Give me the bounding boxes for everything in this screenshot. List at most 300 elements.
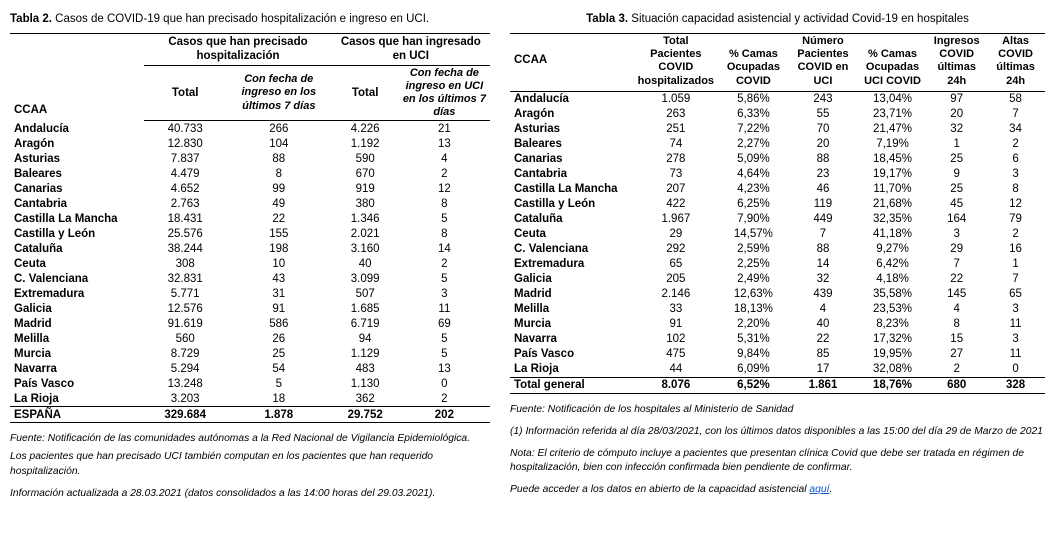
table3-col-altas: Altas COVID últimas 24h bbox=[986, 33, 1045, 91]
table-row bbox=[10, 166, 490, 181]
ccaa-cell: Canarias bbox=[14, 182, 63, 195]
uci-total-cell: 590 bbox=[355, 152, 375, 165]
uci-num-cell: 20 bbox=[816, 138, 830, 151]
uci-num-cell: 439 bbox=[813, 288, 833, 301]
ingresos-cell: 4 bbox=[953, 303, 960, 316]
table2-col-uci-7d: Con fecha de ingreso en UCI en los últimos 7 días bbox=[399, 65, 490, 121]
ccaa-cell: Cataluña bbox=[514, 213, 563, 226]
uci-num-cell: 243 bbox=[813, 93, 833, 106]
total-hosp-cell: 205 bbox=[666, 273, 686, 286]
hosp-7d-cell: 49 bbox=[272, 197, 286, 210]
altas-cell: 0 bbox=[986, 362, 1045, 378]
total-hosp-cell: 263 bbox=[666, 108, 686, 121]
table3-col-pct-camas: % Camas Ocupadas COVID bbox=[719, 33, 789, 91]
uci-num-cell: 14 bbox=[816, 258, 830, 271]
table2-col-hosp-total: Total bbox=[144, 65, 226, 121]
uci-total-cell: 1.346 bbox=[350, 212, 380, 225]
pct-uci-cell: 7,19% bbox=[876, 138, 909, 151]
uci-num-cell: 449 bbox=[813, 213, 833, 226]
hosp-total-cell: 18.431 bbox=[167, 212, 203, 225]
table2-head bbox=[10, 33, 490, 121]
uci-7d-cell: 5 bbox=[441, 347, 448, 360]
ccaa-cell: Madrid bbox=[514, 288, 552, 301]
table-row bbox=[510, 257, 1045, 272]
pct-uci-cell: 17,32% bbox=[873, 333, 913, 346]
hosp-total-cell: 12.576 bbox=[167, 302, 203, 315]
uci-num-cell: 119 bbox=[813, 198, 833, 211]
total-hosp-cell: 74 bbox=[669, 138, 683, 151]
hosp-total-cell: 8.729 bbox=[170, 347, 200, 360]
uci-7d-cell: 5 bbox=[441, 332, 448, 345]
table-row bbox=[10, 256, 490, 271]
altas-cell: 12 bbox=[1009, 198, 1022, 211]
pct-camas-cell: 7,90% bbox=[737, 213, 770, 226]
ingresos-cell: 29 bbox=[950, 243, 964, 256]
ccaa-cell: Castilla La Mancha bbox=[14, 212, 118, 225]
uci-num-cell: 46 bbox=[816, 183, 830, 196]
table-row bbox=[10, 121, 490, 137]
altas-cell: 7 bbox=[1012, 108, 1019, 121]
total-hosp-cell: 91 bbox=[669, 318, 683, 331]
table-row bbox=[510, 152, 1045, 167]
ingresos-cell: 9 bbox=[953, 168, 960, 181]
uci-7d-cell: 13 bbox=[437, 362, 451, 375]
ccaa-cell: Castilla y León bbox=[514, 198, 596, 211]
table2-col-hosp-7d: Con fecha de ingreso en los últimos 7 días bbox=[226, 65, 332, 121]
hosp-7d-cell: 155 bbox=[269, 227, 289, 240]
table3-col-ccaa: CCAA bbox=[510, 33, 633, 91]
pct-uci-cell: 32,35% bbox=[873, 213, 913, 226]
table2-note-updated: Información actualizada a 28.03.2021 (datos consolidados a las 14:00 horas del 29.03.2021). bbox=[10, 488, 436, 500]
total-uci-num-cell: 1.861 bbox=[788, 377, 858, 393]
table-row bbox=[10, 136, 490, 151]
pct-camas-cell: 5,09% bbox=[737, 153, 770, 166]
table-row bbox=[10, 151, 490, 166]
uci-total-cell: 1.685 bbox=[350, 302, 380, 315]
table-row bbox=[10, 271, 490, 286]
table-row bbox=[10, 331, 490, 346]
pct-camas-cell: 12,63% bbox=[733, 288, 773, 301]
uci-total-cell: 362 bbox=[332, 391, 399, 407]
pct-uci-cell: 19,17% bbox=[873, 168, 913, 181]
openlink-prefix: Puede acceder a los datos en abierto de la capacidad asistencial bbox=[510, 484, 810, 496]
uci-7d-cell: 11 bbox=[438, 302, 451, 315]
pct-uci-cell: 32,08% bbox=[858, 362, 928, 378]
pct-camas-cell: 6,09% bbox=[719, 362, 789, 378]
hosp-7d-cell: 266 bbox=[269, 122, 289, 135]
total-hosp-cell: 1.967 bbox=[661, 213, 691, 226]
altas-cell: 11 bbox=[1009, 318, 1022, 331]
ccaa-cell: Aragón bbox=[514, 108, 555, 121]
table3-col-pct-uci: % Camas Ocupadas UCI COVID bbox=[858, 33, 928, 91]
hosp-7d-cell: 5 bbox=[275, 377, 282, 390]
table3-note-source: Fuente: Notificación de los hospitales al Ministerio de Sanidad bbox=[510, 403, 794, 415]
uci-7d-cell: 4 bbox=[441, 152, 448, 165]
hosp-7d-cell: 26 bbox=[272, 332, 286, 345]
table-row bbox=[510, 317, 1045, 332]
table3-note-criteria: Nota: El criterio de cómputo incluye a pacientes que presentan clínica Covid que debe ser tratada en régimen de hospitalización, bien con infección confirmada bien pendiente de confirmar. bbox=[510, 447, 1025, 474]
pct-camas-cell: 18,13% bbox=[733, 303, 773, 316]
ccaa-cell: Ceuta bbox=[14, 257, 46, 270]
pct-camas-cell: 2,59% bbox=[737, 243, 770, 256]
table-row bbox=[510, 287, 1045, 302]
ccaa-cell: Extremadura bbox=[14, 287, 85, 300]
ccaa-cell: Ceuta bbox=[514, 228, 546, 241]
pct-uci-cell: 23,71% bbox=[873, 108, 913, 121]
pct-uci-cell: 13,04% bbox=[873, 93, 913, 106]
hosp-total-cell: 12.830 bbox=[167, 137, 203, 150]
pct-camas-cell: 6,25% bbox=[737, 198, 770, 211]
uci-7d-cell: 8 bbox=[441, 197, 448, 210]
uci-num-cell: 85 bbox=[816, 348, 830, 361]
table-row bbox=[510, 362, 1045, 378]
altas-cell: 65 bbox=[1009, 288, 1022, 301]
table3 bbox=[510, 33, 1045, 394]
table2 bbox=[10, 33, 490, 424]
altas-cell: 3 bbox=[1012, 168, 1019, 181]
table-row bbox=[10, 301, 490, 316]
table2-caption-text: Casos de COVID-19 que han precisado hospitalización e ingreso en UCI. bbox=[51, 13, 430, 25]
table2-group-hosp: Casos que han precisado hospitalización bbox=[144, 33, 331, 65]
altas-cell: 2 bbox=[1012, 138, 1019, 151]
hosp-7d-cell: 99 bbox=[272, 182, 286, 195]
total-pct-camas-cell: 6,52% bbox=[719, 377, 789, 393]
total-hosp-cell: 44 bbox=[633, 362, 719, 378]
uci-num-cell: 40 bbox=[816, 318, 830, 331]
ccaa-cell: Aragón bbox=[14, 137, 55, 150]
table3-note-openlink bbox=[510, 483, 1045, 498]
table2-caption bbox=[10, 12, 490, 27]
table3-total-row bbox=[510, 377, 1045, 393]
total-hosp-cell: 73 bbox=[669, 168, 683, 181]
table3-panel bbox=[500, 0, 1055, 554]
table2-caption-label: Tabla 2. bbox=[10, 13, 52, 25]
uci-7d-cell: 5 bbox=[441, 212, 448, 225]
ingresos-cell: 15 bbox=[950, 333, 964, 346]
table-row bbox=[510, 272, 1045, 287]
table-row bbox=[510, 122, 1045, 137]
total-uci-total-cell: 29.752 bbox=[332, 407, 399, 423]
uci-7d-cell: 2 bbox=[399, 391, 490, 407]
total-hosp-cell: 102 bbox=[666, 333, 686, 346]
table3-header-row bbox=[510, 33, 1045, 91]
table-row bbox=[510, 347, 1045, 362]
hosp-total-cell: 91.619 bbox=[167, 317, 203, 330]
uci-7d-cell: 69 bbox=[437, 317, 451, 330]
uci-7d-cell: 5 bbox=[441, 272, 448, 285]
hosp-total-cell: 40.733 bbox=[167, 122, 203, 135]
table-row bbox=[510, 227, 1045, 242]
ingresos-cell: 20 bbox=[950, 108, 964, 121]
hosp-total-cell: 32.831 bbox=[167, 272, 203, 285]
ingresos-cell: 7 bbox=[953, 258, 960, 271]
altas-cell: 58 bbox=[1009, 93, 1022, 106]
total-hosp-total-cell: 329.684 bbox=[144, 407, 226, 423]
hosp-7d-cell: 91 bbox=[272, 302, 286, 315]
uci-total-cell: 2.021 bbox=[350, 227, 380, 240]
table-row bbox=[10, 316, 490, 331]
altas-cell: 11 bbox=[1009, 348, 1022, 361]
ccaa-cell: C. Valenciana bbox=[514, 243, 589, 256]
uci-num-cell: 88 bbox=[816, 153, 830, 166]
total-hosp-cell: 1.059 bbox=[661, 93, 691, 106]
pct-camas-cell: 14,57% bbox=[733, 228, 773, 241]
hosp-total-cell: 5.294 bbox=[170, 362, 200, 375]
total-hosp-7d-cell: 1.878 bbox=[226, 407, 332, 423]
pct-camas-cell: 2,27% bbox=[737, 138, 770, 151]
table-row bbox=[510, 197, 1045, 212]
ccaa-cell: Cantabria bbox=[14, 197, 68, 210]
ccaa-cell: Canarias bbox=[514, 153, 563, 166]
pct-uci-cell: 21,47% bbox=[873, 123, 913, 136]
openlink-suffix: . bbox=[829, 484, 833, 496]
ccaa-cell: Cataluña bbox=[14, 242, 63, 255]
table2-note-uci: Los pacientes que han precisado UCI también computan en los pacientes que han requerido hospitalización. bbox=[10, 451, 434, 478]
hosp-total-cell: 25.576 bbox=[167, 227, 203, 240]
hosp-total-cell: 4.479 bbox=[170, 167, 200, 180]
ingresos-cell: 8 bbox=[953, 318, 960, 331]
hosp-7d-cell: 10 bbox=[272, 257, 286, 270]
total-ingresos-cell: 680 bbox=[927, 377, 986, 393]
hosp-7d-cell: 54 bbox=[272, 362, 286, 375]
ccaa-cell: Murcia bbox=[14, 347, 52, 360]
ccaa-cell: País Vasco bbox=[514, 348, 575, 361]
ccaa-cell: Cantabria bbox=[514, 168, 568, 181]
ingresos-cell: 164 bbox=[947, 213, 967, 226]
table-row bbox=[510, 212, 1045, 227]
total-hosp-cell: 475 bbox=[666, 348, 686, 361]
table3-caption-text: Situación capacidad asistencial y actividad Covid-19 en hospitales bbox=[628, 13, 969, 25]
total-altas-cell: 328 bbox=[986, 377, 1045, 393]
ccaa-cell: Murcia bbox=[514, 318, 552, 331]
hosp-total-cell: 13.248 bbox=[167, 377, 203, 390]
total-pct-uci-cell: 18,76% bbox=[858, 377, 928, 393]
total-hosp-cell: 207 bbox=[666, 183, 686, 196]
uci-total-cell: 1.129 bbox=[350, 347, 380, 360]
altas-cell: 3 bbox=[1012, 303, 1019, 316]
uci-total-cell: 919 bbox=[355, 182, 375, 195]
hosp-7d-cell: 31 bbox=[272, 287, 286, 300]
uci-7d-cell: 14 bbox=[437, 242, 451, 255]
pct-camas-cell: 4,64% bbox=[737, 168, 770, 181]
altas-cell: 7 bbox=[1012, 273, 1019, 286]
ccaa-cell: Andalucía bbox=[514, 93, 569, 106]
table-row bbox=[510, 242, 1045, 257]
uci-num-cell: 32 bbox=[816, 273, 830, 286]
uci-num-cell: 7 bbox=[819, 228, 827, 241]
ccaa-cell: La Rioja bbox=[10, 391, 144, 407]
table-row bbox=[10, 391, 490, 407]
table2-total-row bbox=[10, 407, 490, 423]
uci-7d-cell: 2 bbox=[441, 167, 448, 180]
uci-total-cell: 1.130 bbox=[350, 377, 380, 390]
uci-num-cell: 88 bbox=[816, 243, 830, 256]
ingresos-cell: 45 bbox=[950, 198, 964, 211]
hosp-total-cell: 4.652 bbox=[170, 182, 200, 195]
ccaa-cell: Galicia bbox=[514, 273, 552, 286]
total-hosp-cell: 29 bbox=[669, 228, 683, 241]
ingresos-cell: 97 bbox=[950, 93, 964, 106]
hosp-7d-cell: 8 bbox=[275, 167, 282, 180]
table2-col-uci-total: Total bbox=[332, 65, 399, 121]
total-hosp-cell: 8.076 bbox=[633, 377, 719, 393]
hosp-7d-cell: 22 bbox=[272, 212, 286, 225]
altas-cell: 6 bbox=[1012, 153, 1019, 166]
table3-caption-label: Tabla 3. bbox=[586, 13, 629, 25]
table-row bbox=[510, 302, 1045, 317]
table3-notes bbox=[510, 403, 1045, 499]
ccaa-cell: País Vasco bbox=[14, 377, 75, 390]
total-hosp-cell: 65 bbox=[669, 258, 683, 271]
uci-7d-cell: 13 bbox=[437, 137, 451, 150]
uci-total-cell: 3.099 bbox=[350, 272, 380, 285]
uci-total-cell: 4.226 bbox=[350, 122, 380, 135]
table3-col-uci-num: Número Pacientes COVID en UCI bbox=[788, 33, 858, 91]
table2-group-header-row bbox=[10, 33, 490, 65]
altas-cell: 2 bbox=[1012, 228, 1019, 241]
altas-cell: 1 bbox=[1012, 258, 1019, 271]
total-label-cell: ESPAÑA bbox=[10, 407, 144, 423]
hosp-7d-cell: 18 bbox=[226, 391, 332, 407]
ingresos-cell: 27 bbox=[950, 348, 964, 361]
pct-uci-cell: 21,68% bbox=[873, 198, 913, 211]
ccaa-cell: La Rioja bbox=[510, 362, 633, 378]
pct-uci-cell: 19,95% bbox=[873, 348, 913, 361]
ccaa-cell: Navarra bbox=[14, 362, 57, 375]
pct-uci-cell: 4,18% bbox=[876, 273, 909, 286]
uci-7d-cell: 8 bbox=[441, 227, 448, 240]
pct-uci-cell: 41,18% bbox=[873, 228, 913, 241]
ccaa-cell: Melilla bbox=[514, 303, 550, 316]
pct-camas-cell: 5,31% bbox=[737, 333, 770, 346]
pct-uci-cell: 6,42% bbox=[876, 258, 909, 271]
total-hosp-cell: 278 bbox=[666, 153, 686, 166]
uci-num-cell: 4 bbox=[819, 303, 827, 316]
uci-total-cell: 670 bbox=[355, 167, 375, 180]
uci-7d-cell: 12 bbox=[437, 182, 451, 195]
ccaa-cell: Baleares bbox=[14, 167, 62, 180]
ingresos-cell: 22 bbox=[950, 273, 964, 286]
total-hosp-cell: 422 bbox=[666, 198, 686, 211]
table2-note-source: Fuente: Notificación de las comunidades autónomas a la Red Nacional de Vigilancia Epidemiológica. bbox=[10, 433, 471, 445]
ccaa-cell: Baleares bbox=[514, 138, 562, 151]
open-data-link[interactable]: aquí bbox=[809, 484, 830, 496]
table-row bbox=[10, 196, 490, 211]
uci-num-cell: 22 bbox=[816, 333, 830, 346]
hosp-7d-cell: 25 bbox=[272, 347, 286, 360]
pct-camas-cell: 2,49% bbox=[737, 273, 770, 286]
altas-cell: 34 bbox=[1009, 123, 1022, 136]
table3-body bbox=[510, 91, 1045, 393]
uci-total-cell: 1.192 bbox=[350, 137, 380, 150]
hosp-7d-cell: 43 bbox=[272, 272, 286, 285]
uci-7d-cell: 0 bbox=[441, 377, 448, 390]
ingresos-cell: 1 bbox=[953, 138, 960, 151]
ccaa-cell: C. Valenciana bbox=[14, 272, 89, 285]
uci-total-cell: 94 bbox=[358, 332, 372, 345]
table-row bbox=[510, 332, 1045, 347]
hosp-7d-cell: 104 bbox=[269, 137, 289, 150]
uci-7d-cell: 21 bbox=[437, 122, 451, 135]
hosp-total-cell: 38.244 bbox=[167, 242, 203, 255]
pct-uci-cell: 23,53% bbox=[873, 303, 913, 316]
ingresos-cell: 145 bbox=[947, 288, 967, 301]
pct-camas-cell: 5,86% bbox=[737, 93, 770, 106]
total-hosp-cell: 2.146 bbox=[661, 288, 691, 301]
table3-col-total-hosp: Total Pacientes COVID hospitalizados bbox=[633, 33, 719, 91]
ccaa-cell: Melilla bbox=[14, 332, 50, 345]
table-row bbox=[510, 107, 1045, 122]
pct-camas-cell: 4,23% bbox=[737, 183, 770, 196]
uci-num-cell: 23 bbox=[816, 168, 830, 181]
table-row bbox=[510, 91, 1045, 107]
table-row bbox=[510, 137, 1045, 152]
altas-cell: 8 bbox=[1012, 183, 1019, 196]
altas-cell: 3 bbox=[1012, 333, 1019, 346]
total-label-cell: Total general bbox=[510, 377, 633, 393]
table-row bbox=[10, 346, 490, 361]
table-row bbox=[10, 241, 490, 256]
pct-camas-cell: 9,84% bbox=[737, 348, 770, 361]
ccaa-cell: Castilla y León bbox=[14, 227, 96, 240]
pct-camas-cell: 6,33% bbox=[737, 108, 770, 121]
table2-group-uci: Casos que han ingresado en UCI bbox=[332, 33, 490, 65]
uci-7d-cell: 2 bbox=[441, 257, 448, 270]
uci-total-cell: 6.719 bbox=[350, 317, 380, 330]
pct-uci-cell: 11,70% bbox=[873, 183, 912, 196]
uci-num-cell: 70 bbox=[816, 123, 830, 136]
table2-panel bbox=[0, 0, 500, 554]
ingresos-cell: 25 bbox=[950, 183, 964, 196]
table-row bbox=[10, 211, 490, 226]
uci-total-cell: 507 bbox=[355, 287, 375, 300]
ccaa-cell: Asturias bbox=[514, 123, 561, 136]
pct-uci-cell: 9,27% bbox=[876, 243, 909, 256]
ccaa-cell: Castilla La Mancha bbox=[514, 183, 618, 196]
hosp-7d-cell: 586 bbox=[269, 317, 289, 330]
table-row bbox=[510, 167, 1045, 182]
table-row bbox=[10, 181, 490, 196]
uci-total-cell: 483 bbox=[355, 362, 375, 375]
table-row bbox=[10, 361, 490, 376]
ingresos-cell: 25 bbox=[950, 153, 964, 166]
hosp-total-cell: 2.763 bbox=[170, 197, 200, 210]
table-row bbox=[10, 376, 490, 391]
pct-camas-cell: 7,22% bbox=[737, 123, 770, 136]
table2-notes bbox=[10, 432, 490, 502]
table2-body bbox=[10, 121, 490, 423]
ccaa-cell: Extremadura bbox=[514, 258, 585, 271]
pct-camas-cell: 2,20% bbox=[737, 318, 770, 331]
uci-num-cell: 55 bbox=[816, 108, 830, 121]
pct-uci-cell: 18,45% bbox=[873, 153, 913, 166]
table3-caption bbox=[510, 12, 1045, 27]
table3-head bbox=[510, 33, 1045, 91]
altas-cell: 79 bbox=[1009, 213, 1022, 226]
uci-num-cell: 17 bbox=[788, 362, 858, 378]
ingresos-cell: 32 bbox=[950, 123, 964, 136]
hosp-7d-cell: 88 bbox=[272, 152, 286, 165]
table2-col-ccaa: CCAA bbox=[10, 33, 144, 121]
total-hosp-cell: 33 bbox=[669, 303, 683, 316]
hosp-total-cell: 560 bbox=[175, 332, 195, 345]
altas-cell: 16 bbox=[1009, 243, 1022, 256]
total-hosp-cell: 251 bbox=[666, 123, 686, 136]
table3-note-reference: (1) Información referida al día 28/03/2021, con los últimos datos disponibles a las 15:00 del día 29 de Marzo de 2021 bbox=[510, 425, 1043, 437]
ccaa-cell: Navarra bbox=[514, 333, 557, 346]
ingresos-cell: 3 bbox=[953, 228, 960, 241]
ccaa-cell: Madrid bbox=[14, 317, 52, 330]
